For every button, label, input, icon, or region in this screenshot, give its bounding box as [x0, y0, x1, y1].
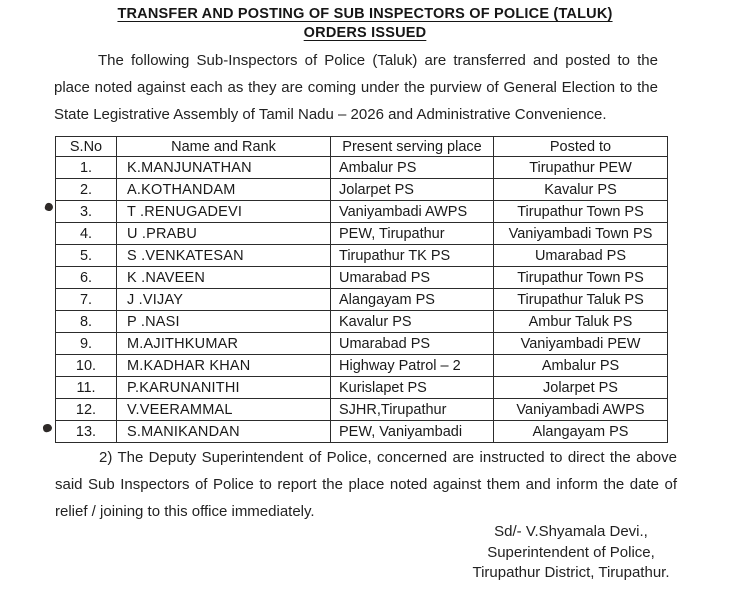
header-sno: S.No	[56, 137, 117, 157]
cell-sno: 1.	[56, 157, 117, 179]
cell-sno: 6.	[56, 267, 117, 289]
cell-sno: 5.	[56, 245, 117, 267]
cell-posted-to: Tirupathur PEW	[494, 157, 668, 179]
table-row	[56, 157, 668, 179]
cell-name-and-rank: K.MANJUNATHAN	[117, 157, 331, 179]
document-title	[0, 5, 730, 43]
signature-designation: Superintendent of Police,	[487, 543, 655, 561]
title-line-1: TRANSFER AND POSTING OF SUB INSPECTORS OF POLICE (TALUK)	[117, 6, 613, 22]
cell-name-and-rank: T .RENUGADEVI	[117, 201, 331, 223]
table-row	[56, 355, 668, 377]
cell-present-serving-place: Ambalur PS	[331, 157, 494, 179]
cell-sno: 8.	[56, 311, 117, 333]
cell-name-and-rank: S.MANIKANDAN	[117, 421, 331, 443]
cell-present-serving-place: Umarabad PS	[331, 267, 494, 289]
cell-name-and-rank: V.VEERAMMAL	[117, 399, 331, 421]
cell-sno: 7.	[56, 289, 117, 311]
cell-posted-to: Tirupathur Town PS	[494, 201, 668, 223]
cell-sno: 10.	[56, 355, 117, 377]
table-row	[56, 223, 668, 245]
cell-posted-to: Jolarpet PS	[494, 377, 668, 399]
ink-speck-artifact	[42, 423, 52, 433]
cell-name-and-rank: S .VENKATESAN	[117, 245, 331, 267]
cell-posted-to: Tirupathur Taluk PS	[494, 289, 668, 311]
table-row	[56, 377, 668, 399]
table-row	[56, 267, 668, 289]
cell-posted-to: Vaniyambadi PEW	[494, 333, 668, 355]
cell-posted-to: Alangayam PS	[494, 421, 668, 443]
header-present-serving-place: Present serving place	[331, 137, 494, 157]
cell-present-serving-place: Jolarpet PS	[331, 179, 494, 201]
cell-sno: 3.	[56, 201, 117, 223]
header-name-and-rank: Name and Rank	[117, 137, 331, 157]
signature-block	[420, 522, 722, 584]
cell-present-serving-place: SJHR,Tirupathur	[331, 399, 494, 421]
cell-name-and-rank: M.AJITHKUMAR	[117, 333, 331, 355]
cell-sno: 12.	[56, 399, 117, 421]
cell-name-and-rank: U .PRABU	[117, 223, 331, 245]
cell-posted-to: Umarabad PS	[494, 245, 668, 267]
cell-name-and-rank: J .VIJAY	[117, 289, 331, 311]
table-row	[56, 245, 668, 267]
cell-name-and-rank: M.KADHAR KHAN	[117, 355, 331, 377]
cell-present-serving-place: Highway Patrol – 2	[331, 355, 494, 377]
cell-present-serving-place: Kavalur PS	[331, 311, 494, 333]
cell-present-serving-place: Tirupathur TK PS	[331, 245, 494, 267]
table-row	[56, 289, 668, 311]
cell-posted-to: Vaniyambadi Town PS	[494, 223, 668, 245]
cell-present-serving-place: Vaniyambadi AWPS	[331, 201, 494, 223]
cell-present-serving-place: Umarabad PS	[331, 333, 494, 355]
cell-sno: 4.	[56, 223, 117, 245]
table-header-row	[56, 137, 668, 157]
cell-present-serving-place: PEW, Vaniyambadi	[331, 421, 494, 443]
table-row	[56, 421, 668, 443]
cell-sno: 13.	[56, 421, 117, 443]
table-row	[56, 201, 668, 223]
table-row	[56, 179, 668, 201]
cell-name-and-rank: P .NASI	[117, 311, 331, 333]
signature-name: Sd/- V.Shyamala Devi.,	[494, 523, 648, 540]
intro-paragraph: The following Sub-Inspectors of Police (Taluk) are transferred and posted to the place noted against each as they are coming under the purview of General Election to the State Legistrative Assembly of Tamil Nadu – 2026 and Administrative Convenience.	[54, 52, 658, 123]
table-row	[56, 399, 668, 421]
header-posted-to: Posted to	[494, 137, 668, 157]
cell-sno: 9.	[56, 333, 117, 355]
cell-posted-to: Vaniyambadi AWPS	[494, 399, 668, 421]
cell-posted-to: Kavalur PS	[494, 179, 668, 201]
cell-name-and-rank: P.KARUNANITHI	[117, 377, 331, 399]
cell-present-serving-place: Alangayam PS	[331, 289, 494, 311]
cell-sno: 11.	[56, 377, 117, 399]
cell-posted-to: Tirupathur Town PS	[494, 267, 668, 289]
cell-sno: 2.	[56, 179, 117, 201]
cell-posted-to: Ambur Taluk PS	[494, 311, 668, 333]
transfer-table	[55, 136, 668, 443]
cell-name-and-rank: A.KOTHANDAM	[117, 179, 331, 201]
cell-present-serving-place: PEW, Tirupathur	[331, 223, 494, 245]
cell-posted-to: Ambalur PS	[494, 355, 668, 377]
table-row	[56, 311, 668, 333]
signature-district: Tirupathur District, Tirupathur.	[472, 564, 670, 581]
cell-present-serving-place: Kurislapet PS	[331, 377, 494, 399]
table-body	[56, 157, 668, 443]
cell-name-and-rank: K .NAVEEN	[117, 267, 331, 289]
table-row	[56, 333, 668, 355]
ink-speck-artifact	[44, 202, 54, 212]
title-line-2: ORDERS ISSUED	[303, 25, 427, 41]
closing-paragraph: 2) The Deputy Superintendent of Police, concerned are instructed to direct the above said Sub Inspectors of Police to report the place noted against them and inform the date of relief / joining to this office immediately.	[55, 449, 677, 520]
